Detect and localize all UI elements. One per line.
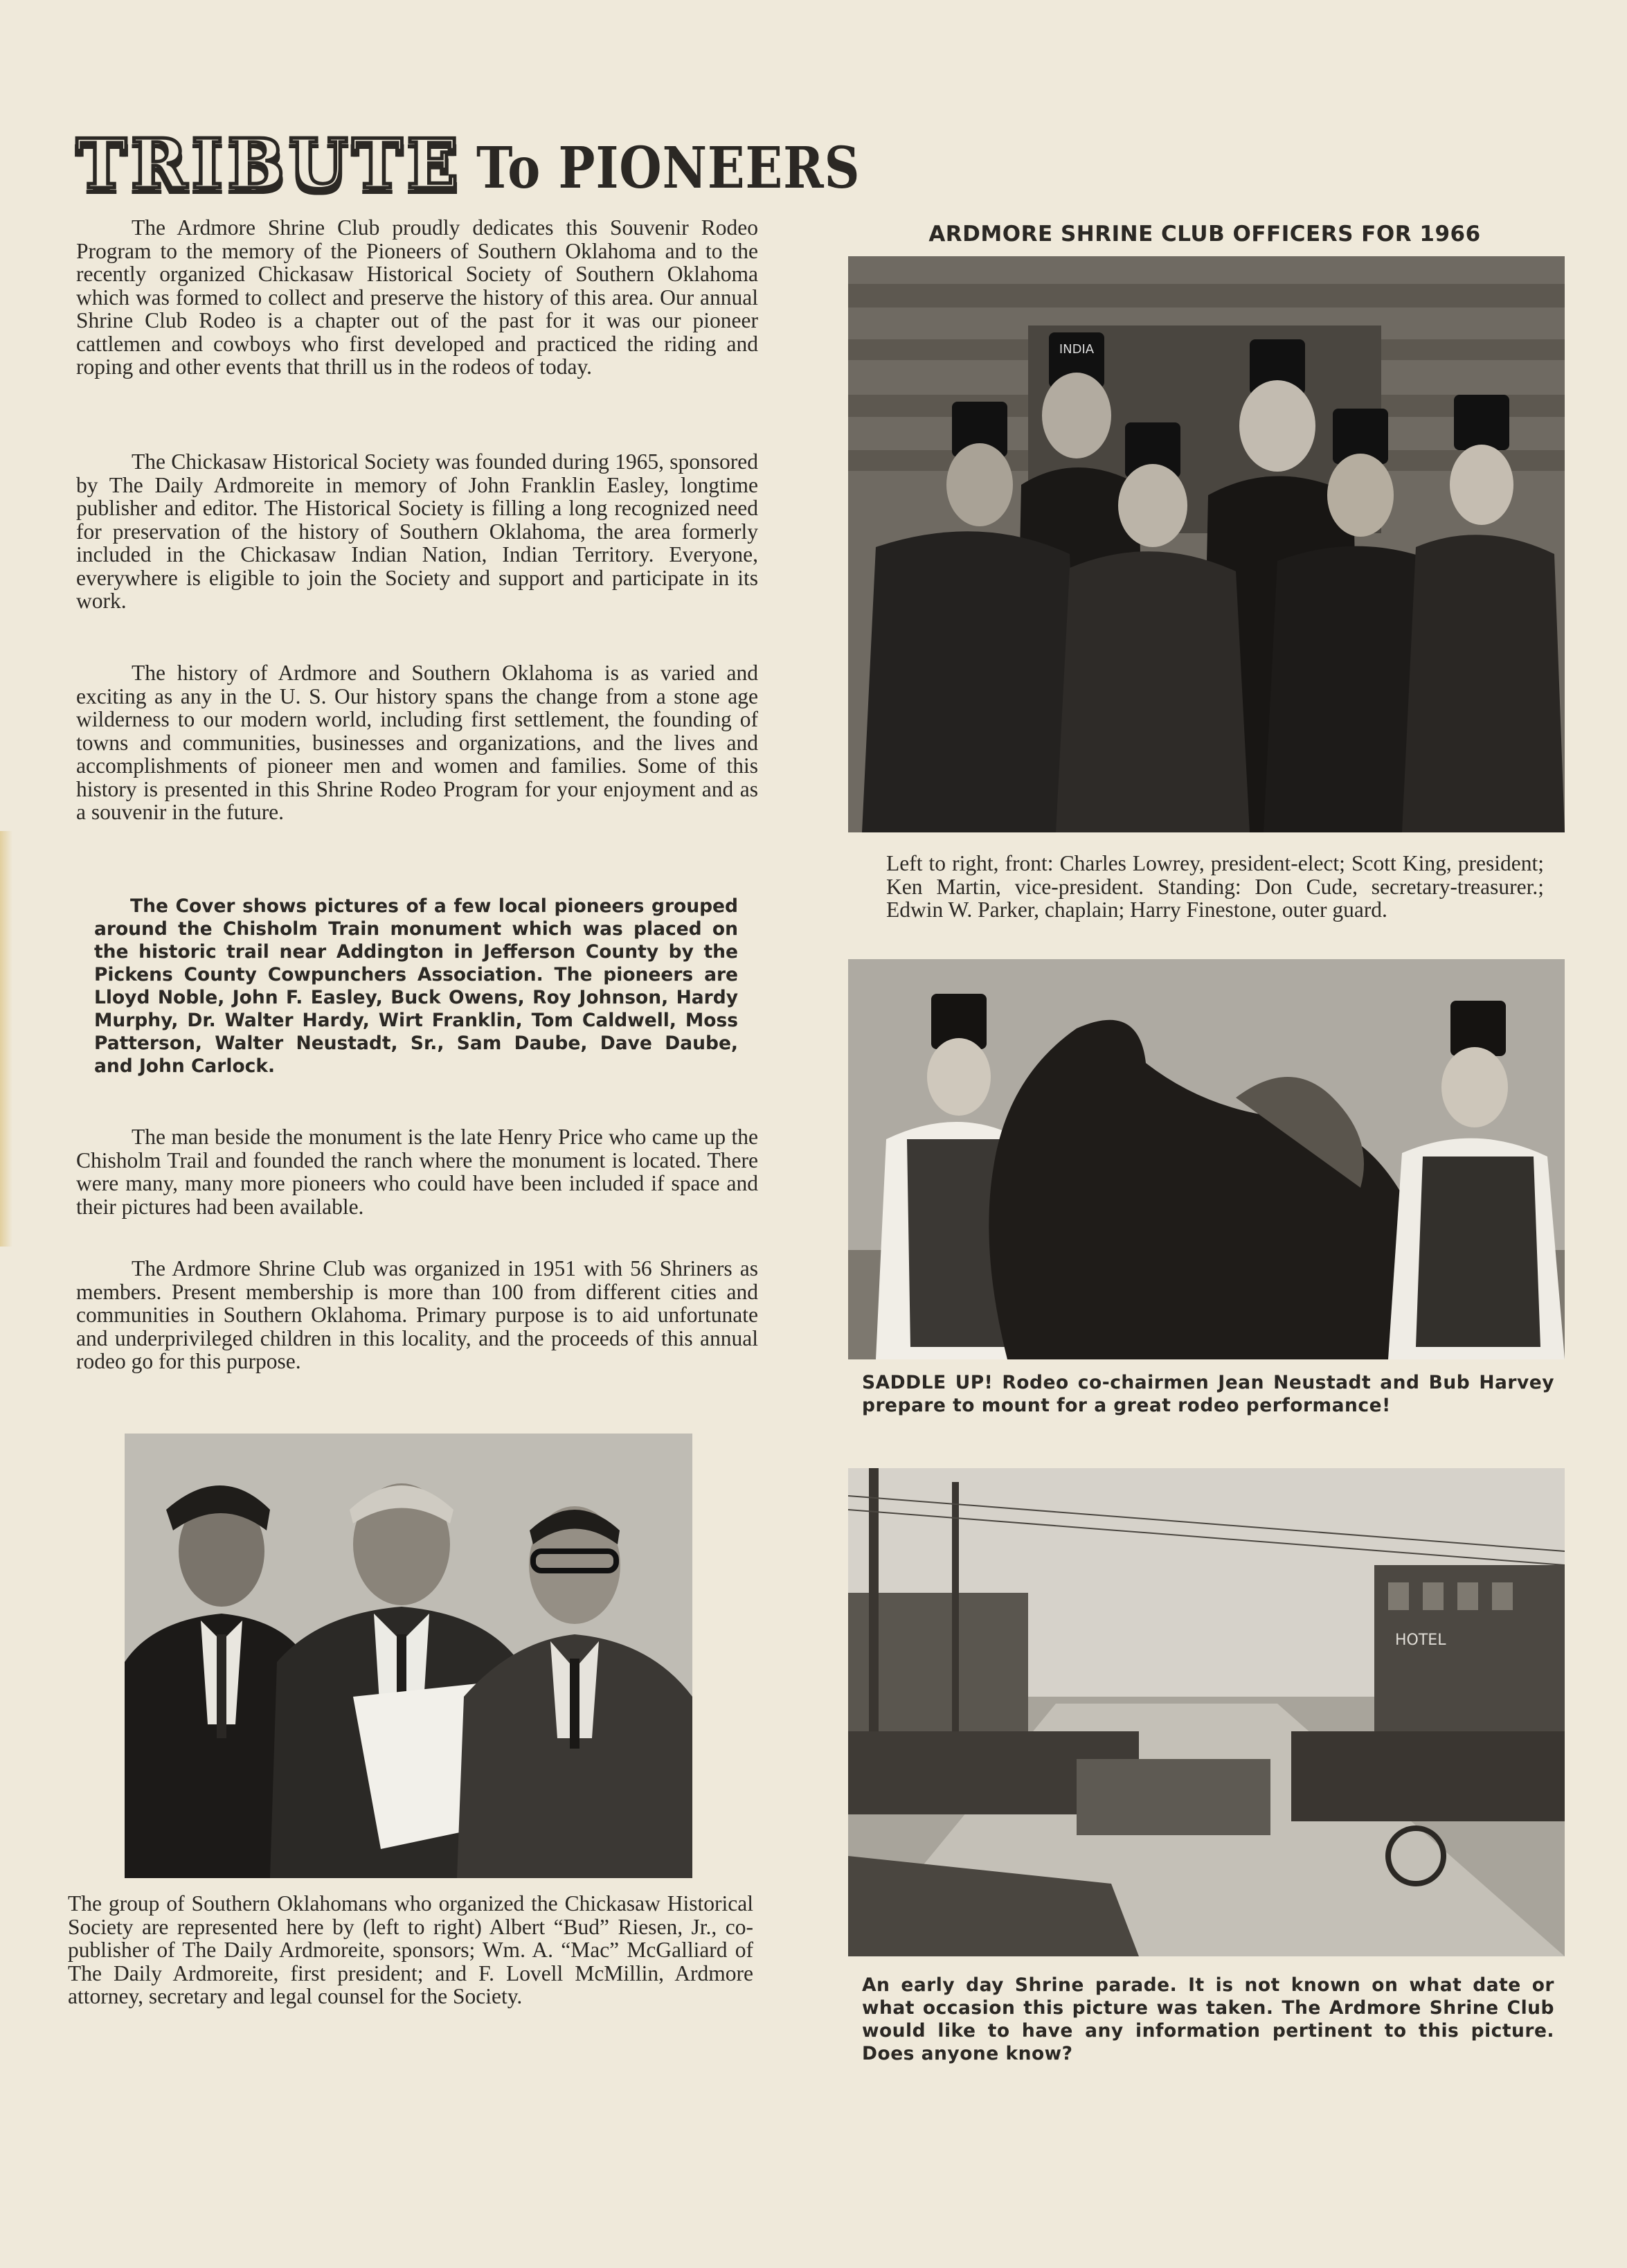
club-paragraph: The Ardmore Shrine Club was organized in 1951 with 56 Shriners as members. Present membership is more than 100 from different cities and communities in Southern Oklahoma. Primary purpose is to aid unfortunate and underprivileged children in this locality, and the proceeds of this annual rodeo go for this purpose. xyxy=(76,1256,758,1373)
paper-stain xyxy=(0,831,12,1247)
saddle-up-photo xyxy=(848,959,1565,1359)
monument-paragraph: The man beside the monument is the late Henry Price who came up the Chisholm Trail and founded the ranch where the monument is located. There were many, many more pioneers who could have been included if space and their pictures had been available. xyxy=(76,1125,758,1219)
officers-photo xyxy=(848,256,1565,832)
society-paragraph: The Chickasaw Historical Society was founded during 1965, sponsored by The Daily Ardmoreite in memory of John Franklin Easley, longtime publisher and editor. The Historical Society is filling a long recognized need for preservation of the history of Southern Oklahoma, the area formerly included in the Chickasaw Indian Nation, Indian Territory. Everyone, everywhere is eligible to join the Society and support and participate in its work. xyxy=(76,449,758,613)
page-title xyxy=(76,125,923,204)
officers-heading: ARDMORE SHRINE CLUB OFFICERS FOR 1966 xyxy=(928,222,1481,247)
history-paragraph: The history of Ardmore and Southern Oklahoma is as varied and exciting as any in the U. S. Our history spans the change from a stone age wilderness to our modern world, including first settlement, the founding of towns and communities, businesses and organizations, and the lives and accomplishments of pioneer men and women and families. Some of this history is presented in this Shrine Rodeo Program for your enjoyment and as a souvenir in the future. xyxy=(76,661,758,824)
hotel-sign: HOTEL xyxy=(1395,1632,1446,1649)
society-group-photo xyxy=(125,1434,692,1878)
parade-caption: An early day Shrine parade. It is not known on what date or what occasion this picture was taken. The Ardmore Shrine Club would like to have any information pertinent to this picture. Does anyone know? xyxy=(862,1974,1554,2064)
intro-paragraph: The Ardmore Shrine Club proudly dedicates this Souvenir Rodeo Program to the memory of the Pioneers of Southern Oklahoma and to the recently organized Chickasaw Historical Society of Southern Oklahoma which was formed to collect and preserve the history of this area. Our annual Shrine Club Rodeo is a chapter out of the past for it was our pioneer cattlemen and cowboys who first developed and practiced the riding and roping and other events that thrill us in the rodeos of today. xyxy=(76,215,758,379)
saddle-up-caption: SADDLE UP! Rodeo co-chairmen Jean Neustadt and Bub Harvey prepare to mount for a great rodeo performance! xyxy=(862,1372,1554,1416)
fez-label: INDIA xyxy=(1059,342,1095,357)
officers-caption: Left to right, front: Charles Lowrey, president-elect; Scott King, president; Ken Martin, vice-president. Standing: Don Cude, secretary-treasurer.; Edwin W. Parker, chaplain; Harry Finestone, outer guard. xyxy=(886,851,1544,922)
parade-photo xyxy=(848,1468,1565,1956)
title-sub: To PIONEERS xyxy=(476,135,861,202)
society-photo-caption: The group of Southern Oklahomans who organized the Chickasaw Historical Society are represented here by (left to right) Albert “Bud” Riesen, Jr., co-publisher of The Daily Ardmoreite, sponsors; Wm. A. “Mac” McGalliard of The Daily Ardmoreite, first president; and F. Lovell McMillin, Ardmore attorney, secretary and legal counsel for the Society. xyxy=(68,1891,753,2008)
title-main: TRIBUTE xyxy=(76,125,463,204)
cover-paragraph: The Cover shows pictures of a few local pioneers grouped around the Chisholm Train monument which was placed on the historic trail near Addington in Jefferson County by the Pickens County Cowpunchers Association. The pioneers are Lloyd Noble, John F. Easley, Buck Owens, Roy Johnson, Hardy Murphy, Dr. Walter Hardy, Wirt Franklin, Tom Caldwell, Moss Patterson, Walter Neustadt, Sr., Sam Daube, Dave Daube, and John Carlock. xyxy=(94,895,738,1077)
